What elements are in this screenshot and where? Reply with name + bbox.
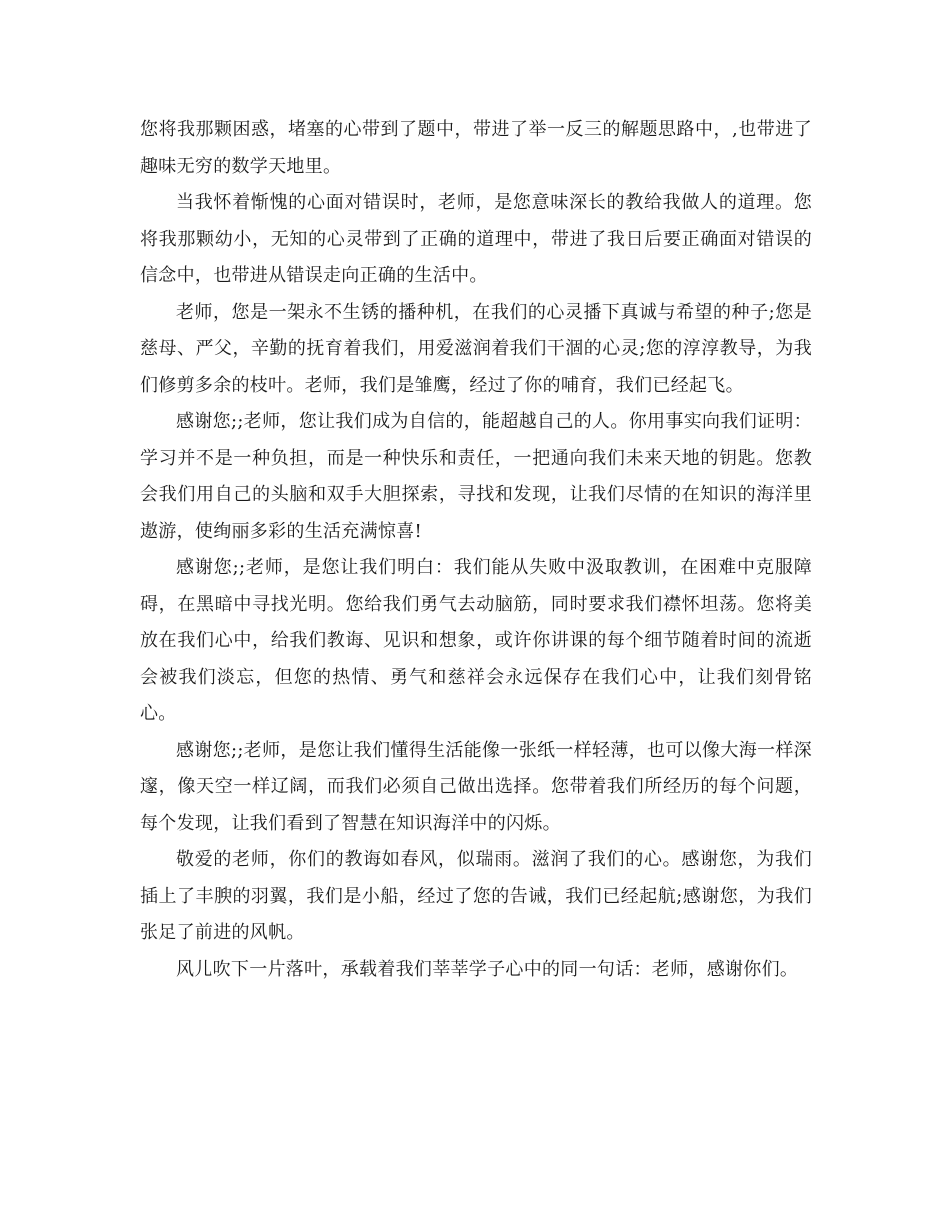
paragraph-3: 老师，您是一架永不生锈的播种机，在我们的心灵播下真诚与希望的种子;您是慈母、严父，辛勤的抚育着我们，用爱滋润着我们干涸的心灵;您的淳淳教导，为我们修剪多余的枝叶。老师，我们是雏鹰，经过了你的哺育，我们已经起飞。 <box>140 301 812 396</box>
paragraph-4: 感谢您;;老师，您让我们成为自信的，能超越自己的人。你用事实向我们证明：学习并不是一种负担，而是一种快乐和责任，一把通向我们未来天地的钥匙。您教会我们用自己的头脑和双手大胆探索，寻找和发现，让我们尽情的在知识的海洋里遨游，使绚丽多彩的生活充满惊喜! <box>140 411 812 542</box>
paragraph-2: 当我怀着惭愧的心面对错误时，老师，是您意味深长的教给我做人的道理。您将我那颗幼小，无知的心灵带到了正确的道理中，带进了我日后要正确面对错误的信念中，也带进从错误走向正确的生活中。 <box>140 192 812 286</box>
paragraph-6: 感谢您;;老师，是您让我们懂得生活能像一张纸一样轻薄，也可以像大海一样深邃，像天空一样辽阔，而我们必须自己做出选择。您带着我们所经历的每个问题，每个发现，让我们看到了智慧在知识海洋中的闪烁。 <box>140 739 812 834</box>
paragraph-5: 感谢您;;老师，是您让我们明白：我们能从失败中汲取教训，在困难中克服障碍，在黑暗中寻找光明。您给我们勇气去动脑筋，同时要求我们襟怀坦荡。您将美放在我们心中，给我们教诲、见识和想象，或许你讲课的每个细节随着时间的流逝会被我们淡忘，但您的热情、勇气和慈祥会永远保存在我们心中，让我们刻骨铭心。 <box>140 557 812 724</box>
paragraph-1: 您将我那颗困惑，堵塞的心带到了题中，带进了举一反三的解题思路中，,也带进了趣味无穷的数学天地里。 <box>140 119 812 177</box>
document-body <box>140 112 812 988</box>
paragraph-8: 风儿吹下一片落叶，承载着我们莘莘学子心中的同一句话：老师，感谢你们。 <box>176 958 799 980</box>
paragraph-7: 敬爱的老师，你们的教诲如春风，似瑞雨。滋润了我们的心。感谢您，为我们插上了丰腴的羽翼，我们是小船，经过了您的告诫，我们已经起航;感谢您，为我们张足了前进的风帆。 <box>140 849 812 943</box>
